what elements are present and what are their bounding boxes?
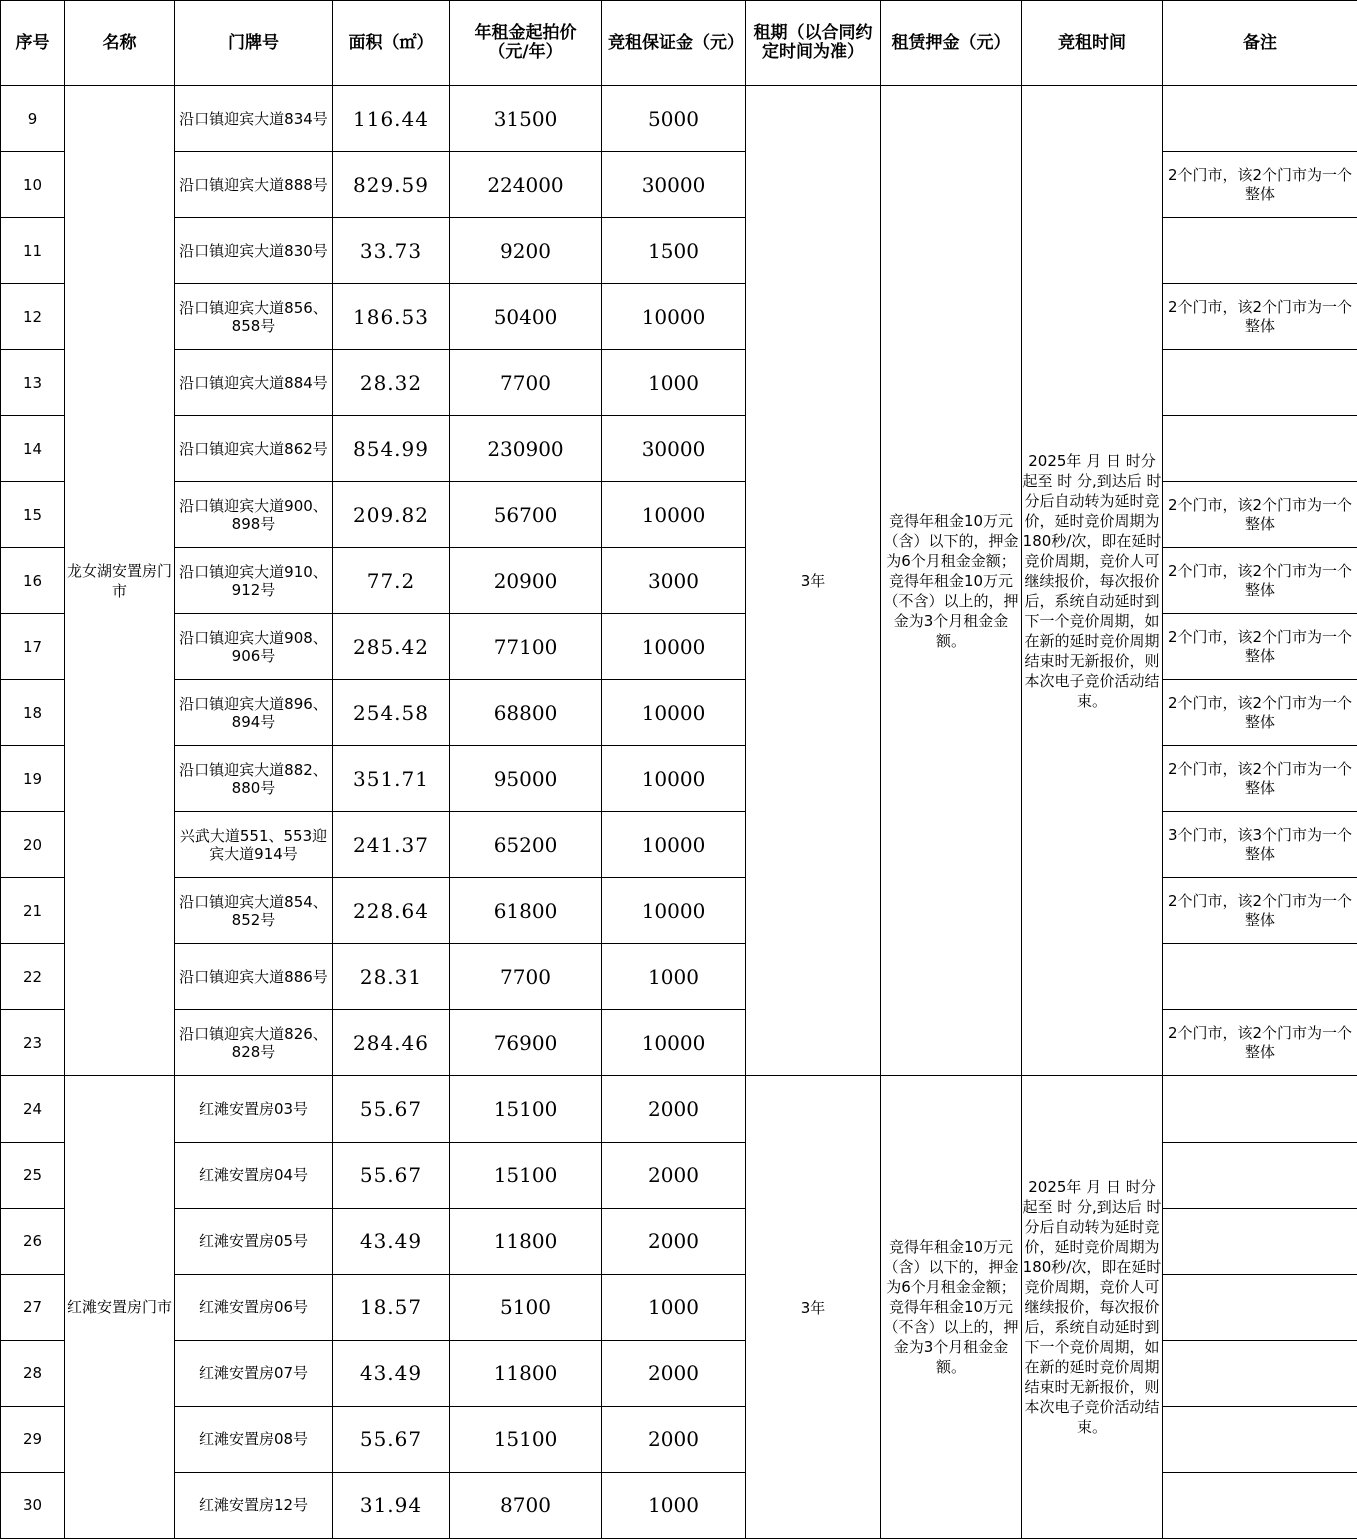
- area-value: 18.57: [333, 1274, 450, 1340]
- bid-deposit-value: 30000: [602, 416, 746, 482]
- starting-rent-value: 77100: [450, 614, 602, 680]
- bid-time-rule: 2025年 月 日 时分起至 时 分,到达后 时 分后自动转为延时竞价，延时竞价周期为180秒/次，即在延时竞价周期，竞价人可继续报价，每次报价后，系统自动延时到下一个竞价周期，如在新的延时竞价周期结束时无新报价，则本次电子竞价活动结束。: [1022, 86, 1163, 1076]
- area-value: 33.73: [333, 218, 450, 284]
- area-value: 43.49: [333, 1208, 450, 1274]
- row-index: 16: [1, 548, 65, 614]
- area-value: 186.53: [333, 284, 450, 350]
- area-value: 285.42: [333, 614, 450, 680]
- bid-deposit-value: 2000: [602, 1208, 746, 1274]
- area-value: 209.82: [333, 482, 450, 548]
- area-value: 77.2: [333, 548, 450, 614]
- row-index: 24: [1, 1076, 65, 1142]
- bid-deposit-value: 1000: [602, 944, 746, 1010]
- door-number: 红滩安置房06号: [175, 1274, 333, 1340]
- lease-term: 3年: [746, 86, 881, 1076]
- row-index: 9: [1, 86, 65, 152]
- bid-deposit-value: 1500: [602, 218, 746, 284]
- row-index: 12: [1, 284, 65, 350]
- area-value: 55.67: [333, 1406, 450, 1472]
- starting-rent-value: 20900: [450, 548, 602, 614]
- lease-deposit-rule: 竞得年租金10万元（含）以下的，押金为6个月租金金额；竞得年租金10万元（不含）以上的，押金为3个月租金金额。: [881, 1076, 1022, 1539]
- header-name: 名称: [65, 1, 175, 86]
- row-index: 28: [1, 1340, 65, 1406]
- lease-term: 3年: [746, 1076, 881, 1539]
- bid-deposit-value: 2000: [602, 1076, 746, 1142]
- area-value: 254.58: [333, 680, 450, 746]
- starting-rent-value: 7700: [450, 944, 602, 1010]
- door-number: 沿口镇迎宾大道900、898号: [175, 482, 333, 548]
- area-value: 55.67: [333, 1142, 450, 1208]
- row-index: 23: [1, 1010, 65, 1076]
- bid-deposit-value: 10000: [602, 1010, 746, 1076]
- remarks: 3个门市，该3个门市为一个整体: [1163, 812, 1357, 878]
- row-index: 17: [1, 614, 65, 680]
- area-value: 28.31: [333, 944, 450, 1010]
- door-number: 沿口镇迎宾大道884号: [175, 350, 333, 416]
- door-number: 沿口镇迎宾大道910、912号: [175, 548, 333, 614]
- area-value: 829.59: [333, 152, 450, 218]
- remarks: 2个门市，该2个门市为一个整体: [1163, 878, 1357, 944]
- row-index: 30: [1, 1472, 65, 1538]
- starting-rent-value: 15100: [450, 1076, 602, 1142]
- starting-rent-value: 7700: [450, 350, 602, 416]
- row-index: 29: [1, 1406, 65, 1472]
- row-index: 13: [1, 350, 65, 416]
- starting-rent-value: 15100: [450, 1406, 602, 1472]
- starting-rent-value: 95000: [450, 746, 602, 812]
- starting-rent-value: 9200: [450, 218, 602, 284]
- starting-rent-value: 230900: [450, 416, 602, 482]
- header-starting-rent: 年租金起拍价（元/年）: [450, 1, 602, 86]
- bid-deposit-value: 1000: [602, 1472, 746, 1538]
- header-bid-time: 竞租时间: [1022, 1, 1163, 86]
- area-value: 284.46: [333, 1010, 450, 1076]
- row-index: 15: [1, 482, 65, 548]
- remarks: [1163, 1472, 1357, 1538]
- area-value: 28.32: [333, 350, 450, 416]
- bid-deposit-value: 10000: [602, 746, 746, 812]
- row-index: 18: [1, 680, 65, 746]
- bid-deposit-value: 1000: [602, 350, 746, 416]
- remarks: [1163, 944, 1357, 1010]
- door-number: 沿口镇迎宾大道856、858号: [175, 284, 333, 350]
- remarks: [1163, 1406, 1357, 1472]
- area-value: 43.49: [333, 1340, 450, 1406]
- remarks: 2个门市，该2个门市为一个整体: [1163, 680, 1357, 746]
- door-number: 红滩安置房05号: [175, 1208, 333, 1274]
- header-index: 序号: [1, 1, 65, 86]
- door-number: 沿口镇迎宾大道896、894号: [175, 680, 333, 746]
- remarks: [1163, 1340, 1357, 1406]
- starting-rent-value: 8700: [450, 1472, 602, 1538]
- starting-rent-value: 50400: [450, 284, 602, 350]
- door-number: 沿口镇迎宾大道862号: [175, 416, 333, 482]
- header-lease-deposit: 租赁押金（元）: [881, 1, 1022, 86]
- bid-deposit-value: 10000: [602, 614, 746, 680]
- remarks: 2个门市，该2个门市为一个整体: [1163, 152, 1357, 218]
- starting-rent-value: 61800: [450, 878, 602, 944]
- remarks: 2个门市，该2个门市为一个整体: [1163, 548, 1357, 614]
- area-value: 854.99: [333, 416, 450, 482]
- remarks: 2个门市，该2个门市为一个整体: [1163, 1010, 1357, 1076]
- bid-deposit-value: 2000: [602, 1406, 746, 1472]
- table-row: [1, 86, 1357, 152]
- remarks: [1163, 350, 1357, 416]
- bid-time-rule: 2025年 月 日 时分起至 时 分,到达后 时 分后自动转为延时竞价，延时竞价周期为180秒/次，即在延时竞价周期，竞价人可继续报价，每次报价后，系统自动延时到下一个竞价周期，如在新的延时竞价周期结束时无新报价，则本次电子竞价活动结束。: [1022, 1076, 1163, 1539]
- remarks: [1163, 416, 1357, 482]
- remarks: [1163, 1076, 1357, 1142]
- door-number: 红滩安置房04号: [175, 1142, 333, 1208]
- row-index: 19: [1, 746, 65, 812]
- area-value: 351.71: [333, 746, 450, 812]
- area-value: 55.67: [333, 1076, 450, 1142]
- table-row: [1, 1076, 1357, 1142]
- door-number: 沿口镇迎宾大道908、906号: [175, 614, 333, 680]
- bid-deposit-value: 2000: [602, 1142, 746, 1208]
- header-bid-deposit: 竞租保证金（元）: [602, 1, 746, 86]
- door-number: 沿口镇迎宾大道888号: [175, 152, 333, 218]
- remarks: 2个门市，该2个门市为一个整体: [1163, 284, 1357, 350]
- row-index: 11: [1, 218, 65, 284]
- header-remarks: 备注: [1163, 1, 1357, 86]
- table-body: [1, 86, 1357, 1539]
- remarks: [1163, 1274, 1357, 1340]
- bid-deposit-value: 2000: [602, 1340, 746, 1406]
- bid-deposit-value: 1000: [602, 1274, 746, 1340]
- door-number: 红滩安置房07号: [175, 1340, 333, 1406]
- door-number: 红滩安置房03号: [175, 1076, 333, 1142]
- starting-rent-value: 76900: [450, 1010, 602, 1076]
- property-name: 龙女湖安置房门市: [65, 86, 175, 1076]
- area-value: 116.44: [333, 86, 450, 152]
- starting-rent-value: 5100: [450, 1274, 602, 1340]
- remarks: [1163, 218, 1357, 284]
- row-index: 27: [1, 1274, 65, 1340]
- remarks: [1163, 1208, 1357, 1274]
- header-area: 面积（㎡）: [333, 1, 450, 86]
- row-index: 25: [1, 1142, 65, 1208]
- bid-deposit-value: 5000: [602, 86, 746, 152]
- row-index: 10: [1, 152, 65, 218]
- header-row: [1, 1, 1357, 86]
- starting-rent-value: 11800: [450, 1340, 602, 1406]
- starting-rent-value: 56700: [450, 482, 602, 548]
- row-index: 22: [1, 944, 65, 1010]
- bid-deposit-value: 10000: [602, 812, 746, 878]
- remarks: [1163, 86, 1357, 152]
- starting-rent-value: 224000: [450, 152, 602, 218]
- header-door-number: 门牌号: [175, 1, 333, 86]
- door-number: 红滩安置房08号: [175, 1406, 333, 1472]
- starting-rent-value: 15100: [450, 1142, 602, 1208]
- door-number: 兴武大道551、553迎宾大道914号: [175, 812, 333, 878]
- header-lease-term: 租期（以合同约定时间为准）: [746, 1, 881, 86]
- row-index: 21: [1, 878, 65, 944]
- row-index: 20: [1, 812, 65, 878]
- remarks: [1163, 1142, 1357, 1208]
- bid-deposit-value: 10000: [602, 284, 746, 350]
- door-number: 红滩安置房12号: [175, 1472, 333, 1538]
- starting-rent-value: 11800: [450, 1208, 602, 1274]
- door-number: 沿口镇迎宾大道830号: [175, 218, 333, 284]
- bid-deposit-value: 3000: [602, 548, 746, 614]
- bid-deposit-value: 10000: [602, 680, 746, 746]
- remarks: 2个门市，该2个门市为一个整体: [1163, 746, 1357, 812]
- area-value: 31.94: [333, 1472, 450, 1538]
- bid-deposit-value: 30000: [602, 152, 746, 218]
- starting-rent-value: 65200: [450, 812, 602, 878]
- area-value: 228.64: [333, 878, 450, 944]
- row-index: 26: [1, 1208, 65, 1274]
- remarks: 2个门市，该2个门市为一个整体: [1163, 482, 1357, 548]
- remarks: 2个门市，该2个门市为一个整体: [1163, 614, 1357, 680]
- property-name: 红滩安置房门市: [65, 1076, 175, 1539]
- door-number: 沿口镇迎宾大道886号: [175, 944, 333, 1010]
- row-index: 14: [1, 416, 65, 482]
- starting-rent-value: 68800: [450, 680, 602, 746]
- area-value: 241.37: [333, 812, 450, 878]
- starting-rent-value: 31500: [450, 86, 602, 152]
- door-number: 沿口镇迎宾大道826、828号: [175, 1010, 333, 1076]
- door-number: 沿口镇迎宾大道834号: [175, 86, 333, 152]
- door-number: 沿口镇迎宾大道882、880号: [175, 746, 333, 812]
- door-number: 沿口镇迎宾大道854、852号: [175, 878, 333, 944]
- lease-deposit-rule: 竞得年租金10万元（含）以下的，押金为6个月租金金额；竞得年租金10万元（不含）以上的，押金为3个月租金金额。: [881, 86, 1022, 1076]
- bid-deposit-value: 10000: [602, 878, 746, 944]
- bid-deposit-value: 10000: [602, 482, 746, 548]
